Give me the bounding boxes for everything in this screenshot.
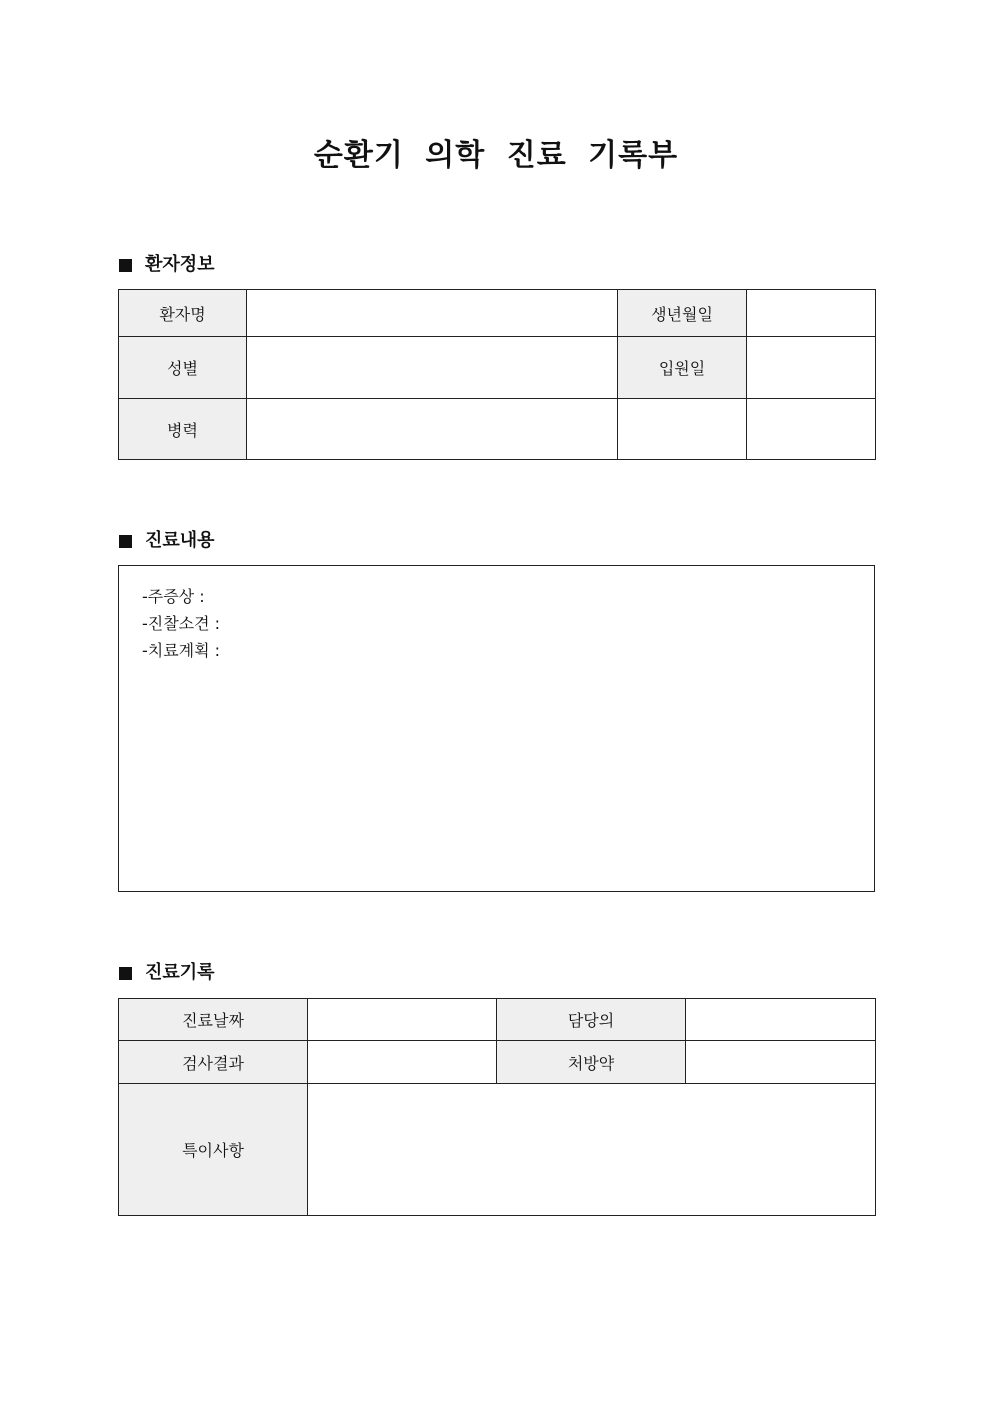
- table-row: [119, 1084, 876, 1216]
- birth-date-label: 생년월일: [618, 290, 747, 337]
- document-title: 순환기 의학 진료 기록부: [313, 138, 679, 173]
- medical-history-field[interactable]: [247, 399, 618, 460]
- treatment-record-heading: [119, 961, 215, 985]
- treatment-content-heading: [119, 529, 215, 553]
- prescription-field[interactable]: [686, 1041, 876, 1084]
- admission-date-field[interactable]: [747, 337, 876, 399]
- treatment-record-table: [118, 998, 876, 1216]
- square-bullet-icon: [119, 535, 132, 548]
- patient-name-field[interactable]: [247, 290, 618, 337]
- special-notes-field[interactable]: [308, 1084, 876, 1216]
- attending-doctor-field[interactable]: [686, 999, 876, 1041]
- patient-info-table: [118, 289, 876, 460]
- patient-info-heading-label: 환자정보: [145, 254, 215, 275]
- attending-doctor-label: 담당의: [497, 999, 686, 1041]
- prescription-label: 처방약: [497, 1041, 686, 1084]
- patient-name-label: 환자명: [119, 290, 247, 337]
- treatment-record-heading-label: 진료기록: [145, 962, 215, 983]
- treatment-plan-line: -치료계획 :: [142, 641, 221, 660]
- gender-label: 성별: [119, 337, 247, 399]
- birth-date-field[interactable]: [747, 290, 876, 337]
- treatment-content-heading-label: 진료내용: [145, 530, 215, 551]
- table-row: [119, 399, 876, 460]
- square-bullet-icon: [119, 967, 132, 980]
- special-notes-label: 특이사항: [119, 1084, 308, 1216]
- square-bullet-icon: [119, 259, 132, 272]
- extra-field-1[interactable]: [618, 399, 747, 460]
- table-row: [119, 337, 876, 399]
- test-results-field[interactable]: [308, 1041, 497, 1084]
- table-row: [119, 290, 876, 337]
- table-row: [119, 1041, 876, 1084]
- patient-info-heading: [119, 253, 215, 277]
- visit-date-label: 진료날짜: [119, 999, 308, 1041]
- table-row: [119, 999, 876, 1041]
- exam-findings-line: -진찰소견 :: [142, 614, 221, 633]
- chief-complaint-line: -주증상 :: [142, 587, 205, 606]
- treatment-content-box[interactable]: [118, 565, 875, 892]
- visit-date-field[interactable]: [308, 999, 497, 1041]
- test-results-label: 검사결과: [119, 1041, 308, 1084]
- admission-date-label: 입원일: [618, 337, 747, 399]
- gender-field[interactable]: [247, 337, 618, 399]
- extra-field-2[interactable]: [747, 399, 876, 460]
- medical-history-label: 병력: [119, 399, 247, 460]
